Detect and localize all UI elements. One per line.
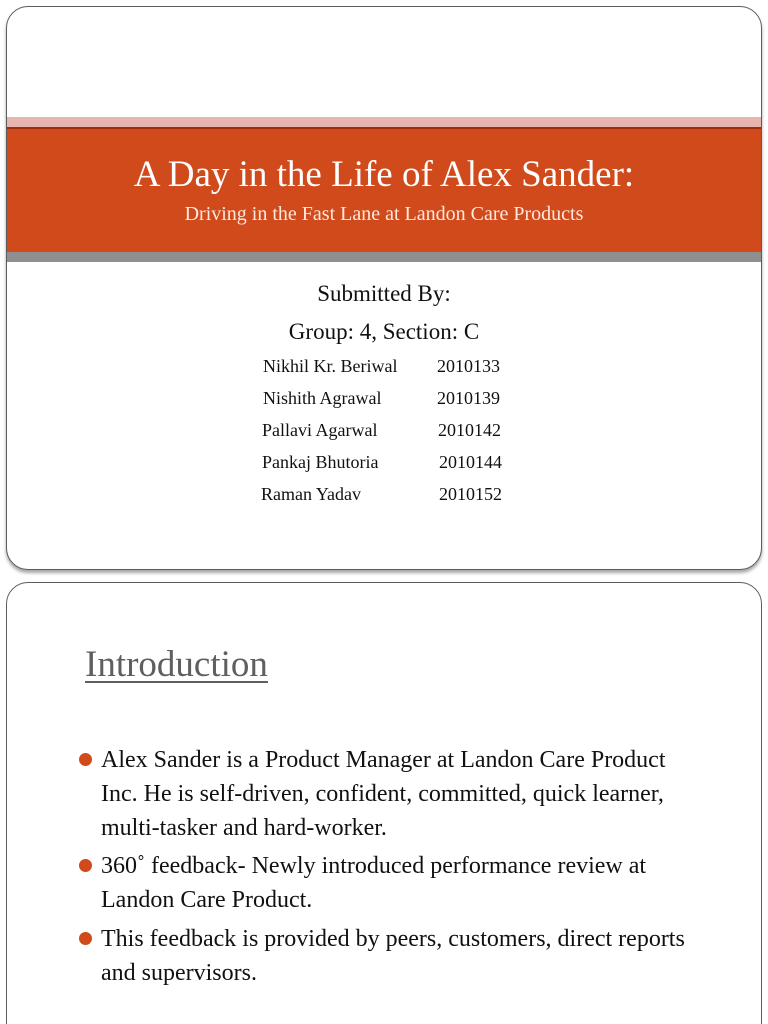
accent-stripe-top <box>7 117 761 127</box>
bullet-item <box>79 849 699 917</box>
title-band <box>7 127 761 252</box>
slide-heading: Introduction <box>85 644 268 685</box>
member-name: Pankaj Bhutoria <box>262 452 379 472</box>
member-roll: 2010144 <box>439 452 502 472</box>
member-name: Nishith Agrawal <box>263 388 382 408</box>
member-roll: 2010139 <box>437 388 500 408</box>
member-roll: 2010152 <box>439 484 502 504</box>
bullet-text: 360˚ feedback- Newly introduced performance review at Landon Care Product. <box>101 853 647 913</box>
title-slide <box>6 6 762 570</box>
member-name: Nikhil Kr. Beriwal <box>263 356 398 376</box>
member-name: Raman Yadav <box>261 484 361 504</box>
member-roll: 2010133 <box>437 356 500 376</box>
member-roll: 2010142 <box>438 420 501 440</box>
bullet-text: Alex Sander is a Product Manager at Landon Care Product Inc. He is self-driven, confident, committed, quick learner, multi-tasker and hard-worker. <box>101 747 666 841</box>
bullet-icon <box>79 753 92 766</box>
accent-stripe-bottom <box>7 252 761 262</box>
submitted-by-label: Submitted By: <box>317 281 451 306</box>
bullet-item <box>79 922 699 990</box>
bullet-item <box>79 743 699 845</box>
bullet-icon <box>79 932 92 945</box>
bullet-icon <box>79 859 92 872</box>
group-section-label: Group: 4, Section: C <box>288 319 480 344</box>
member-name: Pallavi Agarwal <box>262 420 378 440</box>
introduction-slide <box>6 582 762 1024</box>
bullet-text: This feedback is provided by peers, customers, direct reports and supervisors. <box>101 926 685 986</box>
slide-subtitle: Driving in the Fast Lane at Landon Care Products <box>184 203 584 225</box>
slide-title: A Day in the Life of Alex Sander: <box>133 154 635 195</box>
